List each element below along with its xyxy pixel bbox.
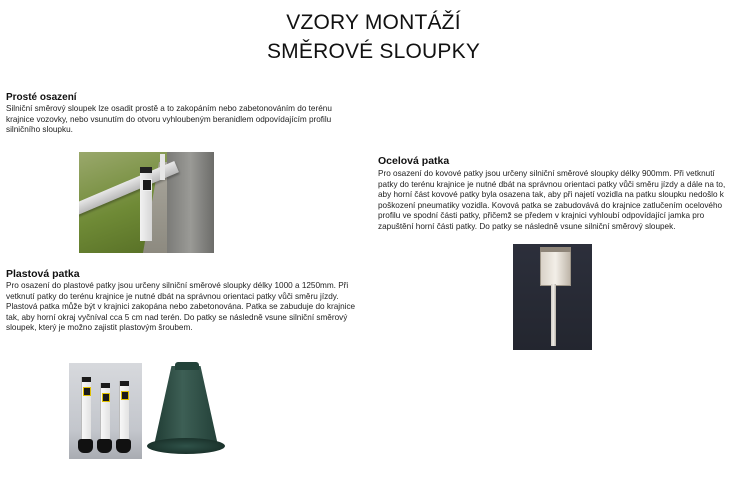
road-guardrail-photo [79,152,214,253]
heading-plastic-foot: Plastová patka [6,268,80,280]
delineator-post [140,167,152,241]
text-simple-mounting: Silniční směrový sloupek lze osadit prostě a to zakopáním nebo zabetonováním do terénu krajnice vozovky, nebo vsunutím do otvoru vyhloubeným beranidlem odpovídajícím profilu silničního sloupku. [6,104,332,135]
text-plastic-foot: Pro osazení do plastové patky jsou určeny silniční směrové sloupky délky 1000 a 1250mm. Při vetknutí patky do terénu krajnice je nutné dbát na správnou orientaci patky vůči směru jízdy. Plastová patka může být v krajnici zakopána nebo zabetonována. Patka se zabuduje do krajnice tak, aby horní okraj vyčníval cca 5 cm nad terén. Do patky se následně vsune silniční směrový sloupek, který je možno zajistit plastovým šroubem. [6,281,356,333]
heading-steel-foot: Ocelová patka [378,155,450,167]
plastic-foot-photo [145,358,228,460]
text-steel-foot: Pro osazení do kovové patky jsou určeny silniční směrové sloupky délky 900mm. Při vetknutí patky do terénu krajnice je nutné dbát na správnou orientaci patky vůči směru jízdy a dále na to, aby horní část kovové patky byla osazena tak, aby při najetí vozidla na patku sloupku nedošlo k poškození pneumatiky vozidla. Kovová patka se zabudovává do krajnice zatlučením ocelového profilu ve spodní části patky, přičemž se předem v krajnici vyhloubí odpovídající jamka pro zapuštění horní části patky. Do patky se následně vsune silniční směrový sloupek. [378,169,726,231]
plastic-posts-photo [69,363,142,459]
page-title [0,8,747,66]
heading-simple-mounting: Prosté osazení [6,92,77,103]
steel-foot-photo [513,244,592,350]
title-line-2: SMĚROVÉ SLOUPKY [266,40,481,63]
title-line-1: VZORY MONTÁŽÍ [286,11,461,34]
